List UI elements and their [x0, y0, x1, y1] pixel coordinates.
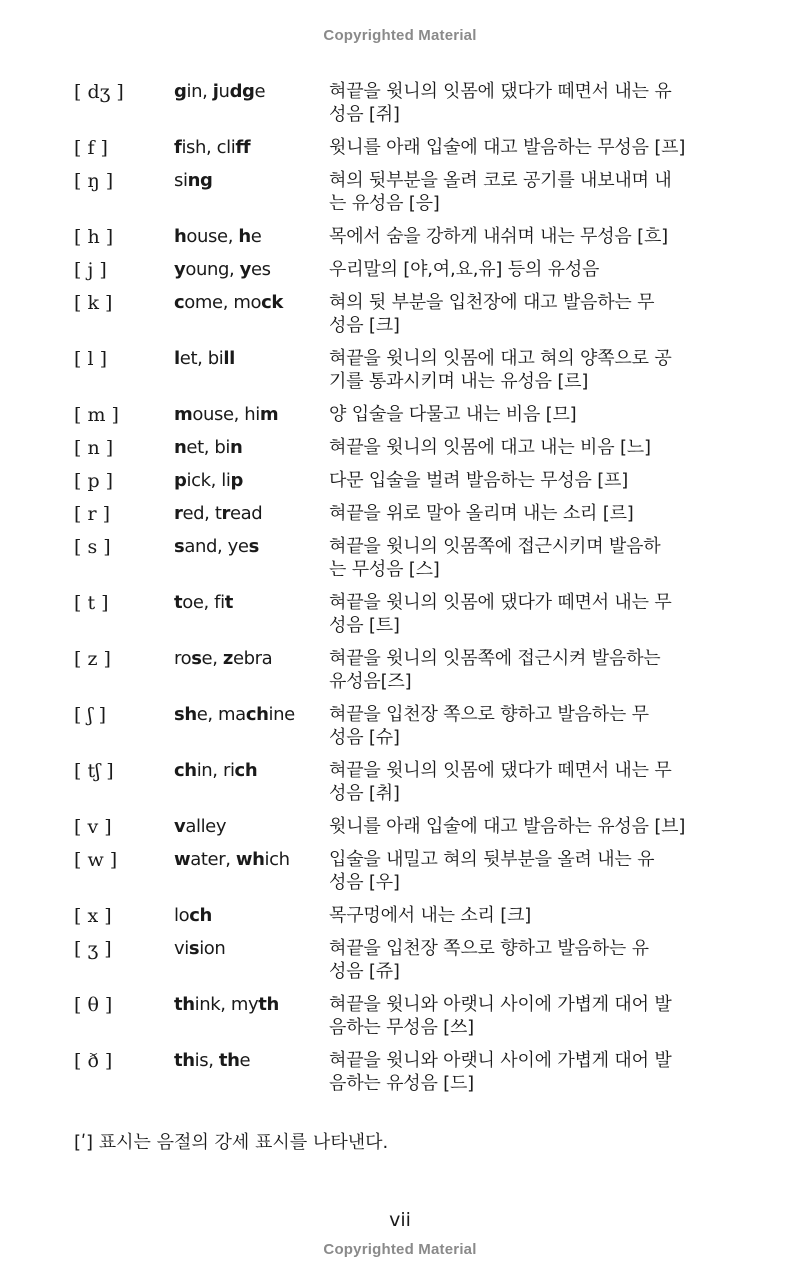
- highlighted-letters: sh: [174, 704, 197, 725]
- highlighted-letters: wh: [235, 849, 265, 870]
- pronunciation-description: [329, 291, 724, 337]
- pronunciation-description: [329, 647, 724, 693]
- word-fragment: vi: [174, 938, 189, 959]
- highlighted-letters: g: [174, 81, 187, 102]
- word-fragment: oung,: [185, 259, 240, 280]
- highlighted-letters: s: [248, 536, 259, 557]
- word-fragment: ebra: [232, 648, 273, 669]
- description-line: 목구멍에서 내는 소리 [크]: [329, 905, 532, 926]
- highlighted-letters: c: [174, 292, 185, 313]
- stress-mark-footnote: [ʹ] 표시는 음절의 강세 표시를 나타낸다.: [74, 1132, 389, 1153]
- word-fragment: si: [174, 170, 188, 191]
- word-fragment: et, bi: [186, 437, 231, 458]
- phonetic-symbol: [ m ]: [74, 404, 119, 426]
- phonetic-symbol: [ r ]: [74, 503, 110, 525]
- example-words: [174, 815, 226, 839]
- highlighted-letters: f: [174, 137, 182, 158]
- example-words: [174, 937, 225, 961]
- highlighted-letters: y: [239, 259, 251, 280]
- phonetic-symbol: [ z ]: [74, 648, 111, 670]
- word-fragment: oe, fi: [182, 592, 225, 613]
- pronunciation-description: [329, 591, 724, 637]
- phonetic-symbol: [ ʒ ]: [74, 938, 112, 960]
- description-line: 성음 [쥐]: [329, 104, 400, 125]
- highlighted-letters: l: [174, 348, 180, 369]
- pronunciation-description: [329, 703, 724, 749]
- example-words: [174, 436, 242, 460]
- description-line: 혀끝을 윗니와 아랫니 사이에 가볍게 대어 발: [329, 1050, 672, 1071]
- word-fragment: es: [251, 259, 271, 280]
- description-line: 혀끝을 윗니의 잇몸쪽에 접근시켜 발음하는: [329, 648, 661, 669]
- pronunciation-description: [329, 502, 724, 525]
- description-line: 입술을 내밀고 혀의 뒷부분을 올려 내는 유: [329, 849, 655, 870]
- example-words: [174, 403, 278, 427]
- highlighted-letters: h: [238, 226, 251, 247]
- highlighted-letters: w: [174, 849, 191, 870]
- word-fragment: e, ma: [196, 704, 246, 725]
- word-fragment: lo: [174, 905, 190, 926]
- phonetic-symbol: [ x ]: [74, 905, 112, 927]
- word-fragment: ater,: [190, 849, 236, 870]
- phonetic-symbol: [ h ]: [74, 226, 114, 248]
- phonetic-symbol: [ s ]: [74, 536, 111, 558]
- pronunciation-description: [329, 436, 724, 459]
- description-line: 다문 입술을 벌려 발음하는 무성음 [프]: [329, 470, 629, 491]
- pronunciation-description: [329, 169, 724, 215]
- highlighted-letters: s: [191, 648, 202, 669]
- pronunciation-description: [329, 469, 724, 492]
- word-fragment: ome, mo: [184, 292, 262, 313]
- word-fragment: e: [250, 226, 262, 247]
- description-line: 성음 [트]: [329, 615, 400, 636]
- highlighted-letters: th: [218, 1050, 240, 1071]
- word-fragment: ion: [199, 938, 226, 959]
- highlighted-letters: r: [174, 503, 183, 524]
- word-fragment: ead: [229, 503, 263, 524]
- highlighted-letters: z: [222, 648, 233, 669]
- pronunciation-description: [329, 535, 724, 581]
- word-fragment: alley: [185, 816, 227, 837]
- example-words: [174, 904, 212, 928]
- description-line: 성음 [슈]: [329, 727, 400, 748]
- word-fragment: e: [239, 1050, 251, 1071]
- phonetic-symbol: [ k ]: [74, 292, 113, 314]
- copyright-header: Copyrighted Material: [323, 27, 477, 44]
- highlighted-letters: p: [174, 470, 187, 491]
- description-line: 윗니를 아래 입술에 대고 발음하는 무성음 [프]: [329, 137, 686, 158]
- example-words: [174, 258, 271, 282]
- description-line: 목에서 숨을 강하게 내쉬며 내는 무성음 [흐]: [329, 226, 668, 247]
- word-fragment: e,: [201, 648, 223, 669]
- highlighted-letters: s: [174, 536, 185, 557]
- example-words: [174, 347, 235, 371]
- description-line: 우리말의 [야,여,요,유] 등의 유성음: [329, 259, 600, 280]
- description-line: 혀의 뒷 부분을 입천장에 대고 발음하는 무: [329, 292, 655, 313]
- example-words: [174, 136, 250, 160]
- phonetic-symbol: [ j ]: [74, 259, 107, 281]
- description-line: 는 무성음 [스]: [329, 559, 440, 580]
- description-line: 혀끝을 윗니의 잇몸에 대고 혀의 양쪽으로 공: [329, 348, 672, 369]
- highlighted-letters: th: [174, 1050, 195, 1071]
- phonetic-symbol: [ ʃ ]: [74, 704, 107, 726]
- highlighted-letters: m: [174, 404, 193, 425]
- highlighted-letters: ch: [174, 760, 197, 781]
- description-line: 혀끝을 입천장 쪽으로 향하고 발음하는 유: [329, 938, 649, 959]
- highlighted-letters: r: [221, 503, 230, 524]
- phonetic-symbol: [ w ]: [74, 849, 118, 871]
- pronunciation-description: [329, 759, 724, 805]
- description-line: 는 유성음 [응]: [329, 193, 440, 214]
- description-line: 유성음[즈]: [329, 671, 412, 692]
- phonetic-symbol: [ l ]: [74, 348, 107, 370]
- highlighted-letters: y: [174, 259, 186, 280]
- word-fragment: in, ri: [196, 760, 235, 781]
- description-line: 혀끝을 위로 말아 올리며 내는 소리 [르]: [329, 503, 634, 524]
- description-line: 혀의 뒷부분을 올려 코로 공기를 내보내며 내: [329, 170, 672, 191]
- word-fragment: ouse, hi: [192, 404, 260, 425]
- pronunciation-description: [329, 80, 724, 126]
- description-line: 기를 통과시키며 내는 유성음 [르]: [329, 371, 589, 392]
- word-fragment: ouse,: [186, 226, 239, 247]
- description-line: 음하는 무성음 [쓰]: [329, 1017, 475, 1038]
- word-fragment: is,: [194, 1050, 219, 1071]
- word-fragment: ine: [268, 704, 295, 725]
- highlighted-letters: t: [224, 592, 233, 613]
- example-words: [174, 225, 261, 249]
- pronunciation-description: [329, 136, 724, 159]
- highlighted-letters: p: [230, 470, 243, 491]
- highlighted-letters: v: [174, 816, 186, 837]
- description-line: 윗니를 아래 입술에 대고 발음하는 유성음 [브]: [329, 816, 686, 837]
- pronunciation-description: [329, 904, 724, 927]
- highlighted-letters: dg: [229, 81, 255, 102]
- description-line: 성음 [취]: [329, 783, 400, 804]
- pronunciation-description: [329, 1049, 724, 1095]
- pronunciation-description: [329, 225, 724, 248]
- description-line: 혀끝을 입천장 쪽으로 향하고 발음하는 무: [329, 704, 649, 725]
- word-fragment: ink, my: [194, 994, 259, 1015]
- highlighted-letters: th: [174, 994, 195, 1015]
- word-fragment: ich: [264, 849, 290, 870]
- description-line: 양 입술을 다물고 내는 비음 [므]: [329, 404, 577, 425]
- copyright-footer: Copyrighted Material: [323, 1241, 477, 1258]
- page-number: vii: [389, 1209, 411, 1231]
- phonetic-symbol: [ ð ]: [74, 1050, 113, 1072]
- description-line: 성음 [우]: [329, 872, 400, 893]
- word-fragment: ro: [174, 648, 192, 669]
- example-words: [174, 993, 279, 1017]
- description-line: 혀끝을 윗니의 잇몸에 댔다가 떼면서 내는 유: [329, 81, 672, 102]
- pronunciation-description: [329, 937, 724, 983]
- highlighted-letters: ch: [189, 905, 212, 926]
- description-line: 혀끝을 윗니와 아랫니 사이에 가볍게 대어 발: [329, 994, 672, 1015]
- description-line: 음하는 유성음 [드]: [329, 1073, 475, 1094]
- word-fragment: ick, li: [186, 470, 231, 491]
- pronunciation-description: [329, 403, 724, 426]
- highlighted-letters: ck: [261, 292, 283, 313]
- phonetic-symbol: [ ŋ ]: [74, 170, 114, 192]
- pronunciation-description: [329, 815, 724, 838]
- phonetic-symbol: [ tʃ ]: [74, 760, 114, 782]
- word-fragment: ed, t: [182, 503, 222, 524]
- example-words: [174, 1049, 250, 1073]
- highlighted-letters: s: [188, 938, 200, 959]
- pronunciation-description: [329, 347, 724, 393]
- example-words: [174, 703, 295, 727]
- word-fragment: ish, cli: [181, 137, 236, 158]
- highlighted-letters: m: [259, 404, 279, 425]
- example-words: [174, 169, 213, 193]
- highlighted-letters: j: [212, 81, 219, 102]
- example-words: [174, 759, 257, 783]
- phonetic-symbol: [ f ]: [74, 137, 108, 159]
- highlighted-letters: t: [174, 592, 183, 613]
- highlighted-letters: ch: [245, 704, 269, 725]
- word-fragment: e: [254, 81, 266, 102]
- word-fragment: and, ye: [184, 536, 249, 557]
- phonetic-symbol: [ t ]: [74, 592, 109, 614]
- pronunciation-description: [329, 993, 724, 1039]
- word-fragment: in,: [186, 81, 213, 102]
- highlighted-letters: h: [174, 226, 187, 247]
- word-fragment: et, bi: [179, 348, 224, 369]
- highlighted-letters: n: [174, 437, 187, 458]
- highlighted-letters: th: [258, 994, 279, 1015]
- example-words: [174, 502, 262, 526]
- description-line: 혀끝을 윗니의 잇몸에 댔다가 떼면서 내는 무: [329, 760, 672, 781]
- example-words: [174, 80, 265, 104]
- highlighted-letters: ng: [187, 170, 213, 191]
- phonetic-symbol: [ n ]: [74, 437, 114, 459]
- example-words: [174, 591, 233, 615]
- description-line: 성음 [쥬]: [329, 961, 400, 982]
- highlighted-letters: n: [230, 437, 243, 458]
- pronunciation-description: [329, 258, 724, 281]
- highlighted-letters: ch: [234, 760, 258, 781]
- example-words: [174, 469, 243, 493]
- description-line: 혀끝을 윗니의 잇몸쪽에 접근시키며 발음하: [329, 536, 661, 557]
- highlighted-letters: ff: [235, 137, 251, 158]
- description-line: 혀끝을 윗니의 잇몸에 댔다가 떼면서 내는 무: [329, 592, 672, 613]
- phonetic-symbol: [ v ]: [74, 816, 112, 838]
- phonetic-symbol: [ dʒ ]: [74, 81, 124, 103]
- description-line: 성음 [크]: [329, 315, 400, 336]
- phonetic-symbol: [ p ]: [74, 470, 114, 492]
- word-fragment: u: [218, 81, 230, 102]
- highlighted-letters: ll: [223, 348, 235, 369]
- phonetic-symbol: [ θ ]: [74, 994, 113, 1016]
- example-words: [174, 848, 290, 872]
- example-words: [174, 291, 283, 315]
- example-words: [174, 535, 259, 559]
- description-line: 혀끝을 윗니의 잇몸에 대고 내는 비음 [느]: [329, 437, 651, 458]
- example-words: [174, 647, 272, 671]
- pronunciation-description: [329, 848, 724, 894]
